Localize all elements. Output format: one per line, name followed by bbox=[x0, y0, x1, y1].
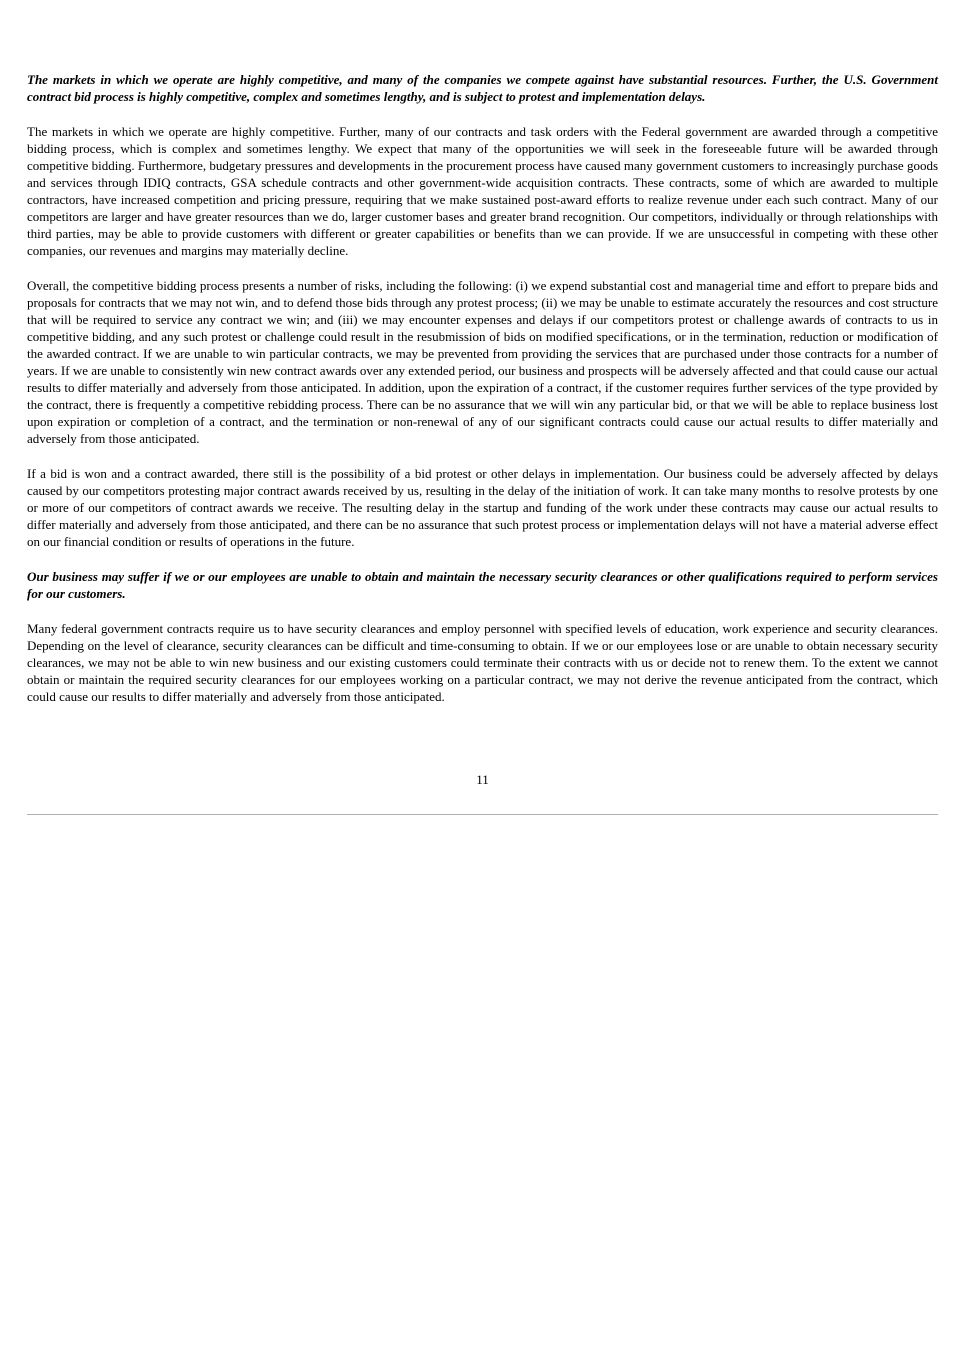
page-divider bbox=[27, 814, 938, 815]
paragraph-security-clearances: Many federal government contracts require us to have security clearances and employ personnel with specified levels of education, work experience and security clearances. Depending on the level of clearance, security clearances can be difficult and time-consuming to obtain. If we or our employees lose or are unable to obtain necessary security clearances, we may not be able to win new business and our existing customers could terminate their contracts with us or decide not to renew them. To the extent we cannot obtain or maintain the required security clearances for our employees working on a particular contract, we may not derive the revenue anticipated from the contract, which could cause our results to differ materially and adversely from those anticipated. bbox=[27, 621, 938, 704]
page-number: 11 bbox=[476, 772, 489, 787]
paragraph-bidding-risks: Overall, the competitive bidding process presents a number of risks, including the following: (i) we expend substantial cost and managerial time and effort to prepare bids and proposals for contracts that we may not win, and to defend those bids through any protest process; (ii) we may be unable to estimate accurately the resources and cost structure that will be required to service any contract we win; and (iii) we may encounter expenses and delays if our competitors protest or challenge awards of contracts to us in competitive bidding, and any such protest or challenge could result in the resubmission of bids on modified specifications, or in the termination, reduction or modification of the awarded contract. If we are unable to win particular contracts, we may be prevented from providing the services that are purchased under those contracts for a number of years. If we are unable to consistently win new contract awards over any extended period, our business and prospects will be adversely affected and that could cause our actual results to differ materially and adversely from those anticipated. In addition, upon the expiration of a contract, if the customer requires further services of the type provided by the contract, there is frequently a competitive rebidding process. There can be no assurance that we will win any particular bid, or that we will be able to replace business lost upon expiration or completion of a contract, and the termination or non-renewal of any of our significant contracts could cause our actual results to differ materially and adversely from those anticipated. bbox=[27, 278, 938, 446]
paragraph-bid-protest: If a bid is won and a contract awarded, there still is the possibility of a bid protest or other delays in implementation. Our business could be adversely affected by delays caused by our competitors protesting major contract awards received by us, resulting in the delay of the initiation of work. It can take many months to resolve protests by one or more of our competitors of contract awards we receive. The resulting delay in the startup and funding of the work under these contracts may cause our actual results to differ materially and adversely from those anticipated, and there can be no assurance that such protest process or implementation delays will not have a material adverse effect on our financial condition or results of operations in the future. bbox=[27, 466, 938, 549]
section-heading-security-clearances: Our business may suffer if we or our employees are unable to obtain and maintain the necessary security clearances or other qualifications required to perform services for our customers. bbox=[27, 569, 938, 601]
document-page bbox=[27, 71, 938, 723]
section-heading-competition: The markets in which we operate are highly competitive, and many of the companies we compete against have substantial resources. Further, the U.S. Government contract bid process is highly competitive, complex and sometimes lengthy, and is subject to protest and implementation delays. bbox=[27, 72, 938, 104]
paragraph-competitive-markets: The markets in which we operate are highly competitive. Further, many of our contracts and task orders with the Federal government are awarded through a competitive bidding process, which is complex and sometimes lengthy. We expect that many of the opportunities we will seek in the foreseeable future will be awarded through competitive bidding. Furthermore, budgetary pressures and developments in the procurement process have caused many government customers to increasingly purchase goods and services through IDIQ contracts, GSA schedule contracts and other government-wide acquisition contracts. These contracts, some of which are awarded to multiple contractors, have increased competition and pricing pressure, requiring that we make sustained post-award efforts to realize revenue under each such contract. Many of our competitors are larger and have greater resources than we do, larger customer bases and greater brand recognition. Our competitors, individually or through relationships with third parties, may be able to provide customers with different or greater capabilities or benefits than we can provide. If we are unsuccessful in competing with these other companies, our revenues and margins may materially decline. bbox=[27, 124, 938, 258]
